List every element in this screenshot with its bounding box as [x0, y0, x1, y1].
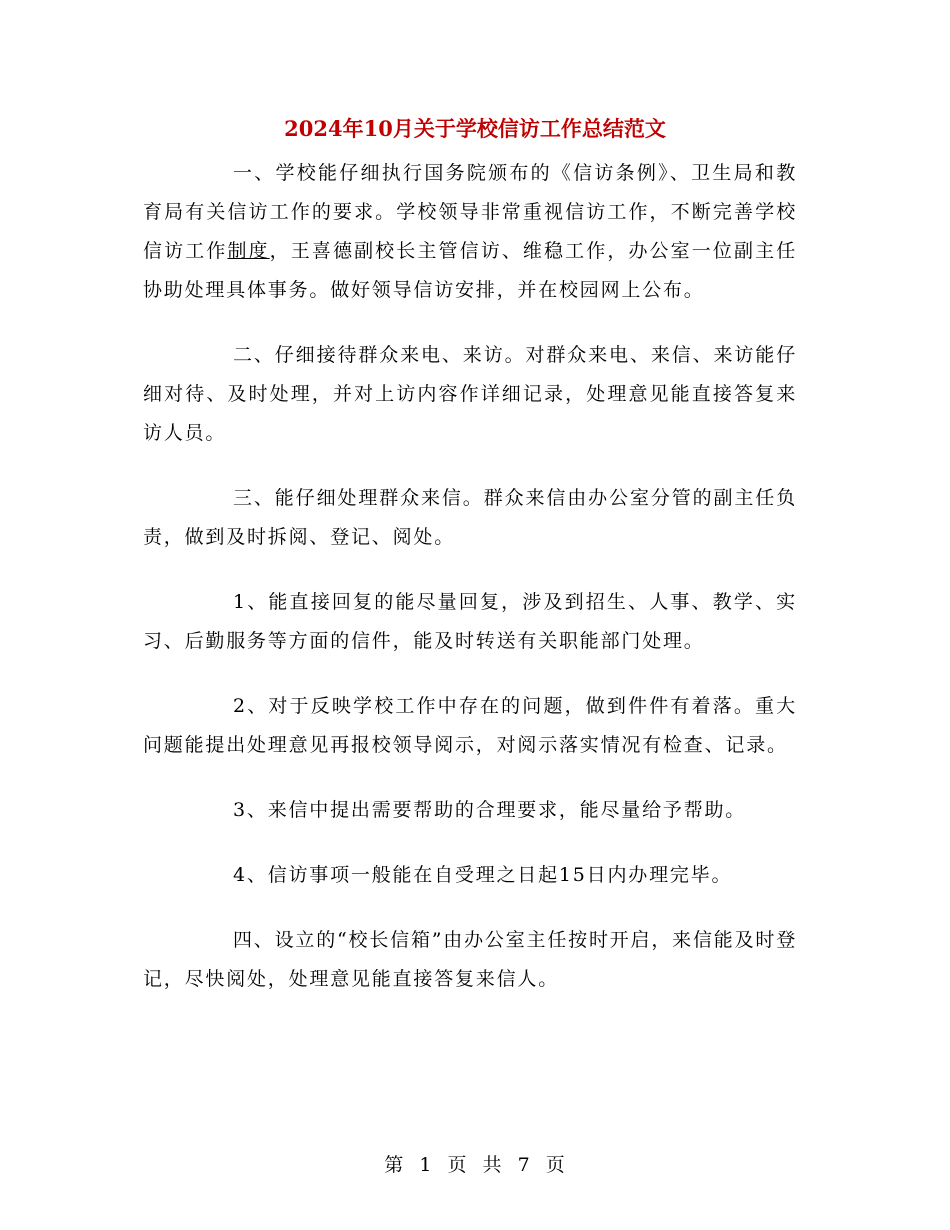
footer-total-pages: 7: [517, 1154, 531, 1176]
paragraph-item-4: 4、信访事项一般能在自受理之日起15日内办理完毕。: [233, 864, 733, 886]
paragraph-2: 二、仔细接待群众来电、来访。对群众来电、来信、来访能仔细对待、及时处理，并对上访内容作详细记录，处理意见能直接答复来访人员。: [143, 344, 797, 444]
underlined-term: 制度: [227, 240, 270, 262]
footer-label-page: 第: [384, 1154, 405, 1176]
footer-current-page: 1: [419, 1154, 433, 1176]
paragraph-item-1: 1、能直接回复的能尽量回复，涉及到招生、人事、教学、实习、后勤服务等方面的信件，能及时转送有关职能部门处理。: [143, 591, 797, 652]
paragraph-item-2: 2、对于反映学校工作中存在的问题，做到件件有着落。重大问题能提出处理意见再报校领导阅示，对阅示落实情况有检查、记录。: [143, 695, 797, 756]
footer-label-total: 共: [482, 1154, 503, 1176]
document-body: [143, 154, 797, 999]
footer-label-total-unit: 页: [545, 1154, 566, 1176]
paragraph-1-text-b: ，王喜德副校长主管信访、维稳工作，办公室一位副主任协助处理具体事务。做好领导信访安排，并在校园网上公布。: [143, 240, 797, 301]
paragraph-3: 三、能仔细处理群众来信。群众来信由办公室分管的副主任负责，做到及时拆阅、登记、阅处。: [143, 487, 797, 548]
paragraph-4: 四、设立的“校长信箱”由办公室主任按时开启，来信能及时登记，尽快阅处，处理意见能直接答复来信人。: [143, 929, 797, 990]
document-title: 2024年10月关于学校信访工作总结范文: [284, 116, 666, 141]
paragraph-item-3: 3、来信中提出需要帮助的合理要求，能尽量给予帮助。: [233, 799, 747, 821]
footer-label-page-unit: 页: [447, 1154, 468, 1176]
page-footer: [0, 1150, 950, 1180]
paragraph-1-text-a: 一、学校能仔细执行国务院颁布的《信访条例》、卫生局和教育局有关信访工作的要求。学校领导非常重视信访工作，不断完善学校信访工作: [143, 162, 797, 262]
paragraph-1: [143, 154, 797, 310]
